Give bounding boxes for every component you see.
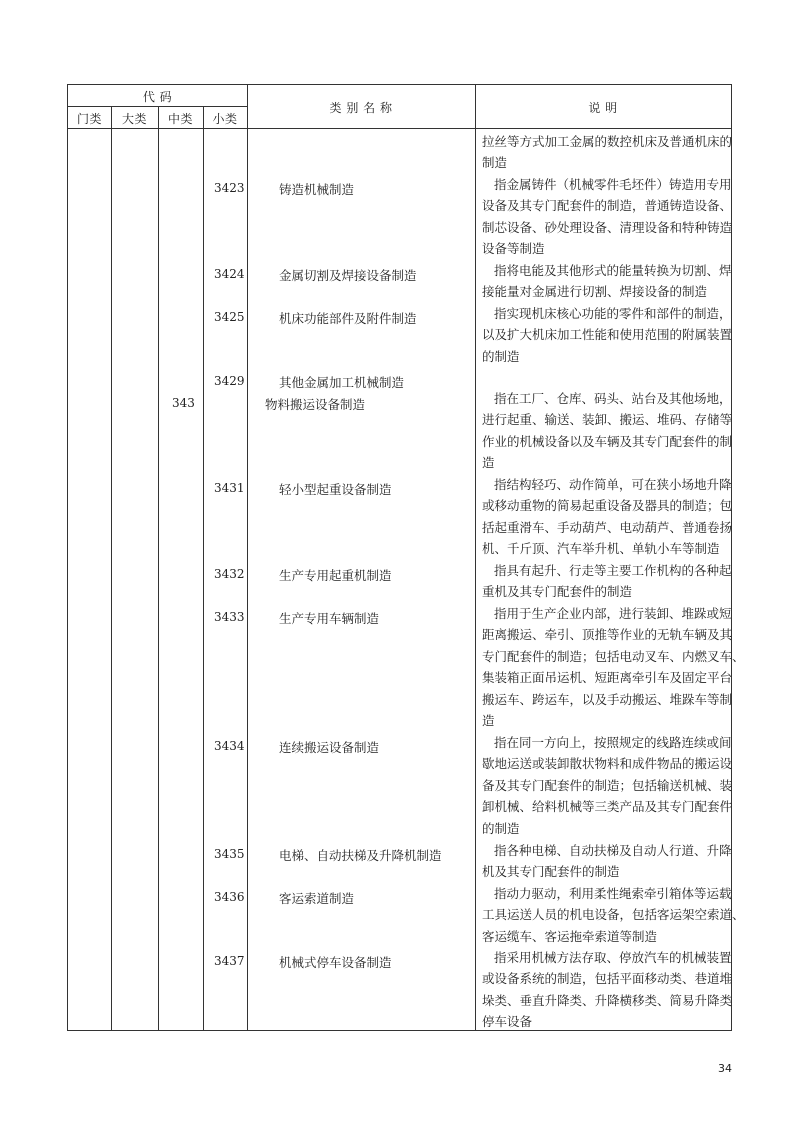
row-code: 3432 [214,567,245,581]
row-code: 3429 [214,374,245,388]
row-desc [482,174,733,260]
desc-line: 括起重滑车、手动葫芦、电动葫芦、普通卷扬 [482,519,733,535]
desc-line: 以及扩大机床加工性能和使用范围的附属装置 [482,327,733,343]
header-divider [68,106,247,107]
desc-line: 制芯设备、砂处理设备、清理设备和特种铸造 [482,219,733,235]
desc-line: 搬运车、跨运车，以及手动搬运、堆跺车等制 [482,691,733,707]
row-name: 客运索道制造 [279,891,355,906]
row-name: 金属切割及焊接设备制造 [279,268,417,283]
row-code: 3431 [214,481,245,495]
row-code: 3436 [214,890,245,904]
desc-line: 或设备系统的制造，包括平面移动类、巷道堆 [482,971,733,987]
desc-line: 机、千斤顶、汽车举升机、单轨小车等制造 [482,541,720,557]
row-name: 铸造机械制造 [279,182,355,197]
desc-line: 重机及其专门配套件的制造 [482,584,633,600]
desc-line: 工具运送人员的机电设备，包括客运架空索道、 [482,907,745,923]
desc-line: 指在同一方向上，按照规定的线路连续或间 [494,735,732,750]
desc-line: 指采用机械方法存取、停放汽车的机械装置 [494,950,732,965]
desc-line: 距离搬运、牵引、顶推等作业的无轨车辆及其 [482,627,733,643]
classification-table [67,84,745,1031]
desc-line: 集装箱正面吊运机、短距离牵引车及固定平台 [482,670,733,686]
desc-continued [482,131,733,174]
desc-line: 设备及其专门配套件的制造，普通铸造设备、 [482,198,733,214]
row-code: 3425 [214,310,245,324]
row-code: 3435 [214,847,245,861]
desc-line: 指各种电梯、自动扶梯及自动人行道、升降 [494,843,732,858]
desc-line: 客运缆车、客运拖牵索道等制造 [482,928,658,944]
desc-line: 指金属铸件（机械零件毛坯件）铸造用专用 [494,177,732,192]
desc-line: 制造 [482,155,508,171]
col-divider [111,106,112,1030]
desc-line: 停车设备 [482,1014,533,1030]
row-code: 3437 [214,954,245,968]
row-name: 电梯、自动扶梯及升降机制造 [279,848,442,863]
desc-line: 或移动重物的简易起重设备及器具的制造；包 [482,498,733,514]
row-desc [482,303,733,367]
desc-line: 造 [482,713,495,729]
desc-line: 拉丝等方式加工金属的数控机床及普通机床的 [482,134,733,149]
row-name: 生产专用车辆制造 [279,611,380,626]
desc-line: 指在工厂、仓库、码头、站台及其他场地， [494,391,732,406]
col-divider [247,85,248,1030]
desc-line: 备及其专门配套件的制造；包括输送机械、装 [482,777,733,793]
code-header: 代 码 [142,90,173,104]
col-divider [203,106,204,1030]
row-name: 连续搬运设备制造 [279,740,380,755]
header-bottom-rule [68,128,731,129]
desc-line: 机及其专门配套件的制造 [482,864,620,880]
desc-line: 垛类、垂直升降类、升降横移类、简易升降类 [482,992,733,1008]
row-desc [482,560,730,603]
row-desc [482,947,733,1033]
desc-line: 接能量对金属进行切割、焊接设备的制造 [482,284,708,300]
desc-line: 指动力驱动，利用柔性绳索牵引箱体等运载 [494,886,732,901]
row-name: 其他金属加工机械制造 [279,375,405,390]
xiaolei-header: 小类 [212,112,238,126]
row-code: 3434 [214,739,245,753]
menlei-header: 门类 [76,112,102,126]
row-desc [482,603,745,731]
col-divider [158,106,159,1030]
desc-line: 造 [482,455,495,471]
row-desc [482,474,733,560]
row-name: 生产专用起重机制造 [279,568,392,583]
name-header: 类 别 名 称 [329,101,393,115]
desc-line: 设备等制造 [482,241,545,257]
row-name: 轻小型起重设备制造 [279,482,392,497]
desc-line: 指将电能及其他形式的能量转换为切割、焊 [494,263,732,278]
row-code: 3424 [214,267,245,281]
row-code: 3433 [214,610,245,624]
desc-line: 专门配套件的制造；包括电动叉车、内燃叉车、 [482,648,745,664]
desc-line: 指用于生产企业内部，进行装卸、堆跺或短 [494,606,732,621]
row-name: 物料搬运设备制造 [265,397,366,412]
col-divider [475,85,476,1030]
dalei-header: 大类 [121,112,147,126]
desc-header: 说 明 [588,101,618,115]
row-desc [482,883,745,947]
page-number: 34 [718,1062,732,1075]
desc-line: 卸机械、给料机械等三类产品及其专门配套件 [482,799,733,815]
desc-line: 进行起重、输送、装卸、搬运、堆码、存储等 [482,412,733,428]
desc-line: 的制造 [482,820,520,836]
mid-code: 343 [172,396,195,410]
desc-line: 作业的机械设备以及车辆及其专门配套件的制 [482,433,733,449]
desc-line: 指结构轻巧、动作简单，可在狭小场地升降 [494,477,732,492]
row-name: 机械式停车设备制造 [279,955,392,970]
desc-line: 歇地运送或装卸散状物料和成件物品的搬运设 [482,756,733,772]
row-desc [482,388,733,474]
row-desc [482,840,730,883]
desc-line: 指实现机床核心功能的零件和部件的制造， [494,306,732,321]
desc-line: 指具有起升、行走等主要工作机构的各种起 [494,563,732,578]
row-name: 机床功能部件及附件制造 [279,311,417,326]
zhonglei-header: 中类 [167,112,193,126]
desc-line: 的制造 [482,348,520,364]
row-desc [482,260,730,303]
row-desc [482,732,733,839]
row-code: 3423 [214,181,245,195]
